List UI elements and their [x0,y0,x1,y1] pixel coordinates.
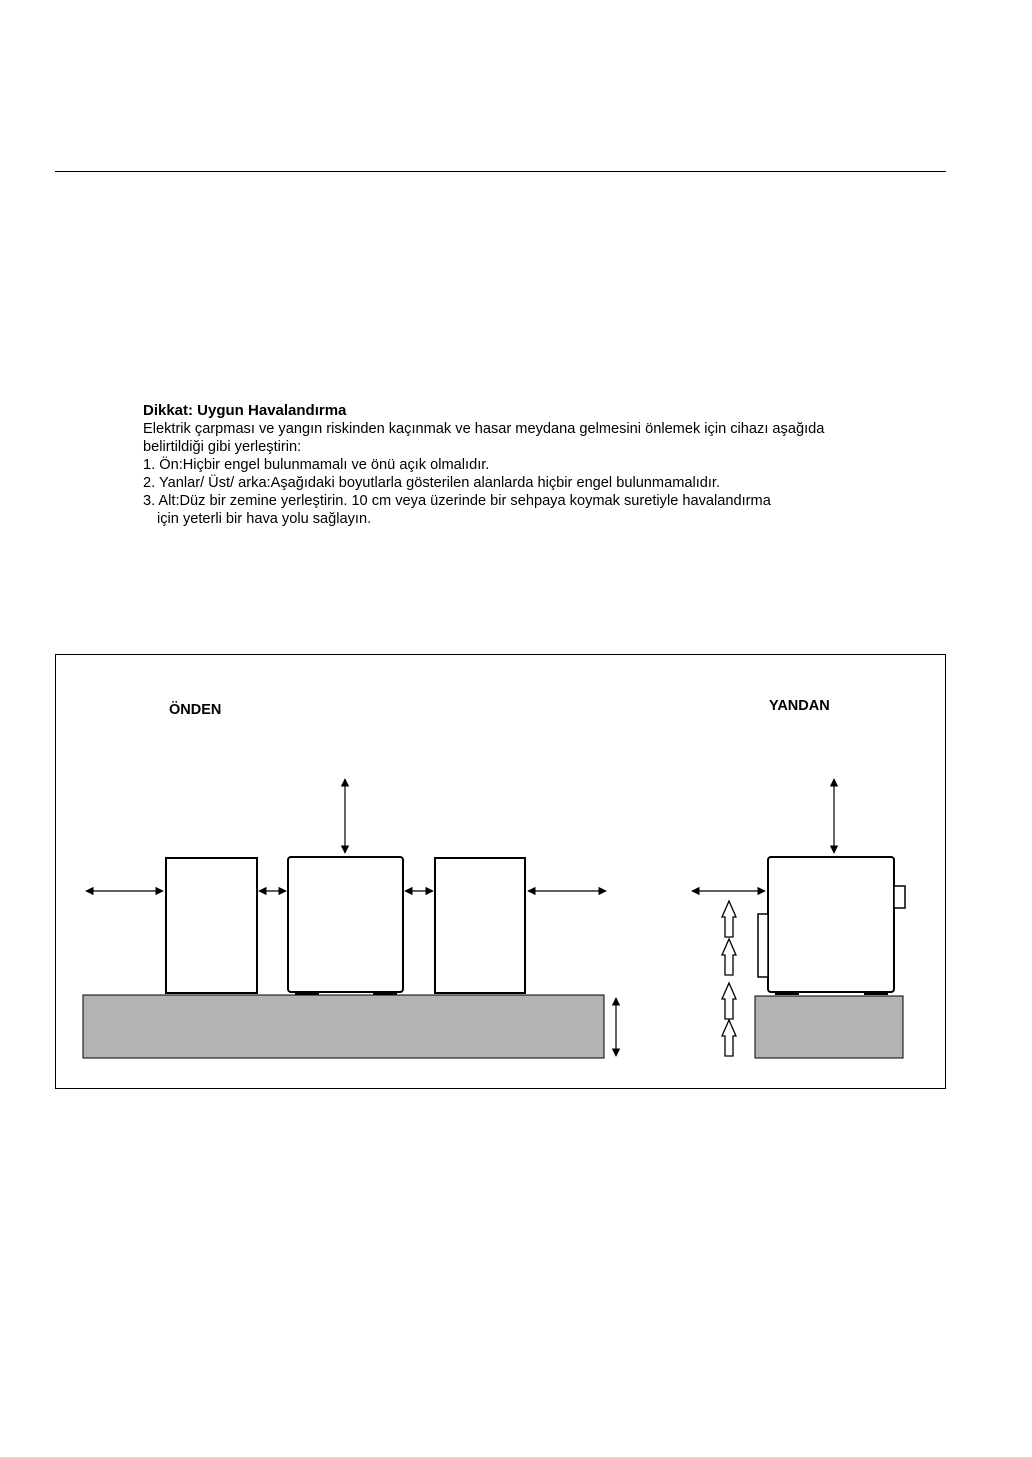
header-rule [55,171,946,172]
caution-title: Dikkat: Uygun Havalandırma [143,402,347,419]
front-main-unit-foot-right [373,992,397,995]
front-stand [83,995,604,1058]
ventilation-figure [55,654,946,1089]
front-main-unit-foot-left [295,992,319,995]
ventilation-diagram [56,655,947,1090]
front-left-speaker [166,858,257,993]
caution-item-2: 2. Yanlar/ Üst/ arka:Aşağıdaki boyutlarla gösterilen alanlarda hiçbir engel bulunmamalıdır. [143,475,721,491]
caution-intro-line2: belirtildiği gibi yerleştirin: [143,439,302,455]
airflow-arrow [722,901,736,937]
caution-section [143,402,933,528]
caution-item-3-line2: için yeterli bir hava yolu sağlayın. [157,511,372,527]
airflow-arrow [722,939,736,975]
side-main-unit [768,857,894,992]
front-right-speaker [435,858,525,993]
side-front-panel [758,914,768,977]
caution-item-3-line1: 3. Alt:Düz bir zemine yerleştirin. 10 cm veya üzerinde bir sehpaya koymak suretiyle havalandırma [143,493,771,509]
side-unit-foot-right [864,992,888,995]
caution-item-1: 1. Ön:Hiçbir engel bulunmamalı ve önü açık olmalıdır. [143,457,490,473]
front-view-label: ÖNDEN [169,702,222,718]
side-rear-knob [894,886,905,908]
airflow-arrow [722,1020,736,1056]
side-stand [755,996,903,1058]
side-view-label: YANDAN [769,698,830,714]
side-unit-foot-left [775,992,799,995]
front-main-unit [288,857,403,992]
airflow-arrow [722,983,736,1019]
caution-intro-line1: Elektrik çarpması ve yangın riskinden kaçınmak ve hasar meydana gelmesini önlemek için cihazı aşağıda [143,421,825,437]
